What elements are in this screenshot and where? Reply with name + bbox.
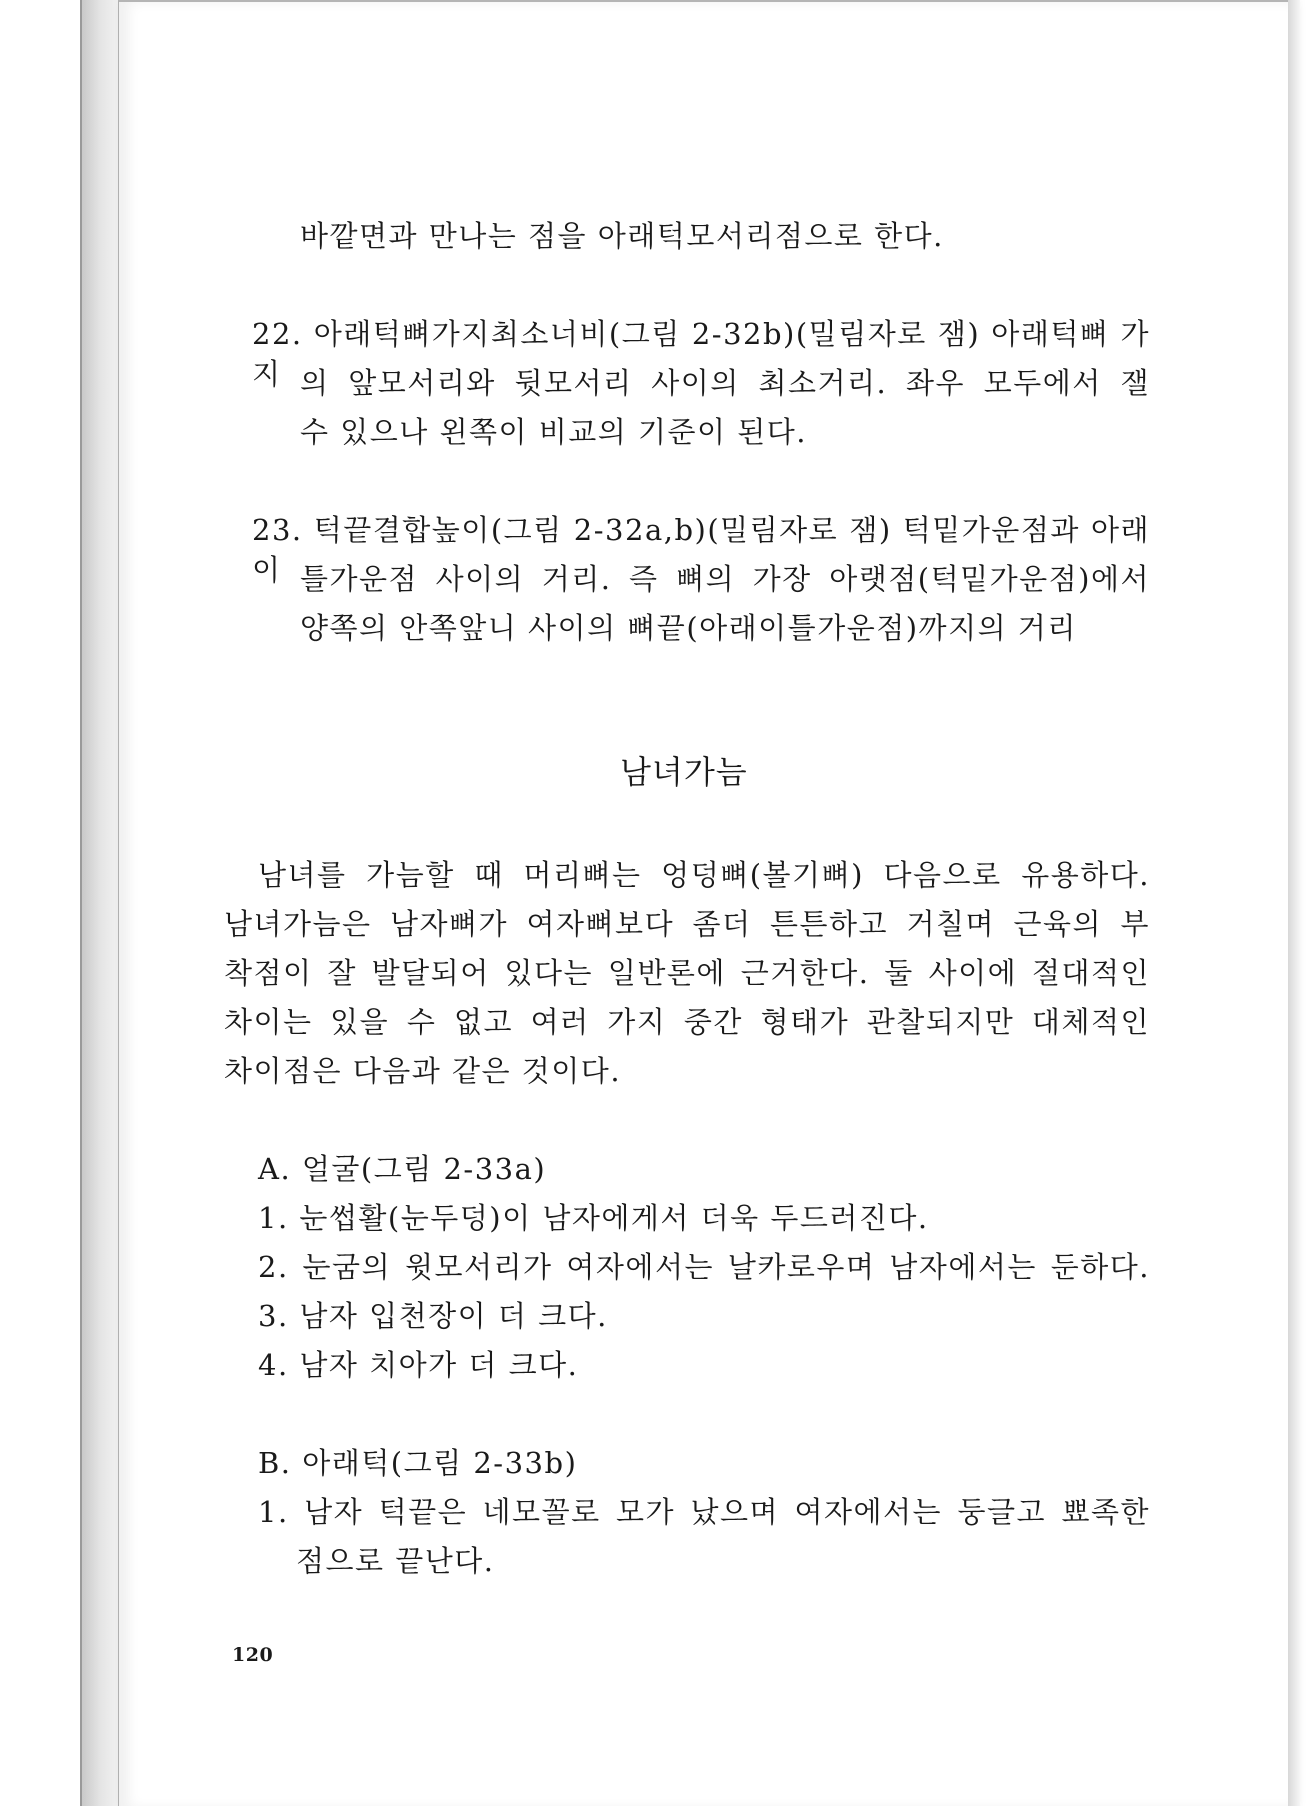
paragraph-line-1: 남녀를 가늠할 때 머리뼈는 엉덩뼈(볼기뼈) 다음으로 유용하다. — [258, 858, 1150, 892]
paragraph-line-4: 차이는 있을 수 없고 여러 가지 중간 형태가 관찰되지만 대체적인 — [224, 1005, 1150, 1039]
section-heading: 남녀가늠 — [620, 753, 748, 791]
paragraph-line-2: 남녀가늠은 남자뼈가 여자뼈보다 좀더 튼튼하고 거칠며 근육의 부 — [224, 907, 1150, 941]
item-22-line-3: 수 있으나 왼쪽이 비교의 기준이 된다. — [300, 415, 808, 449]
page-number: 120 — [232, 1644, 274, 1666]
continuation-line: 바깥면과 만나는 점을 아래턱모서리점으로 한다. — [300, 219, 944, 253]
item-22-line-2: 의 앞모서리와 뒷모서리 사이의 최소거리. 좌우 모두에서 잴 — [300, 366, 1150, 400]
item-23-line-3: 양쪽의 안쪽앞니 사이의 뼈끝(아래이틀가운점)까지의 거리 — [300, 611, 1077, 645]
paragraph-line-3: 착점이 잘 발달되어 있다는 일반론에 근거한다. 둘 사이에 절대적인 — [224, 956, 1150, 990]
paragraph-line-5: 차이점은 다음과 같은 것이다. — [224, 1054, 622, 1088]
group-a-item-2: 2. 눈굼의 윗모서리가 여자에서는 날카로우며 남자에서는 둔하다. — [258, 1250, 1150, 1284]
group-a-item-3: 3. 남자 입천장이 더 크다. — [258, 1299, 608, 1333]
item-23-line-1: 23. 턱끝결합높이(그림 2-32a,b)(밀림자로 잼) 턱밑가운점과 아래이 — [252, 513, 1150, 587]
group-b-title: B. 아래턱(그림 2-33b) — [258, 1446, 578, 1480]
group-a-title: A. 얼굴(그림 2-33a) — [258, 1152, 547, 1186]
group-b-item-1-line-1: 1. 남자 턱끝은 네모꼴로 모가 났으며 여자에서는 둥글고 뾰족한 — [258, 1495, 1150, 1529]
item-22-line-1: 22. 아래턱뼈가지최소너비(그림 2-32b)(밀림자로 잼) 아래턱뼈 가지 — [252, 317, 1150, 391]
item-23-line-2: 틀가운점 사이의 거리. 즉 뼈의 가장 아랫점(턱밑가운점)에서 — [300, 562, 1150, 596]
group-a-item-1: 1. 눈썹활(눈두덩)이 남자에게서 더욱 두드러진다. — [258, 1201, 929, 1235]
group-b-item-1-line-2: 점으로 끝난다. — [296, 1544, 495, 1578]
group-a-item-4: 4. 남자 치아가 더 크다. — [258, 1348, 579, 1382]
